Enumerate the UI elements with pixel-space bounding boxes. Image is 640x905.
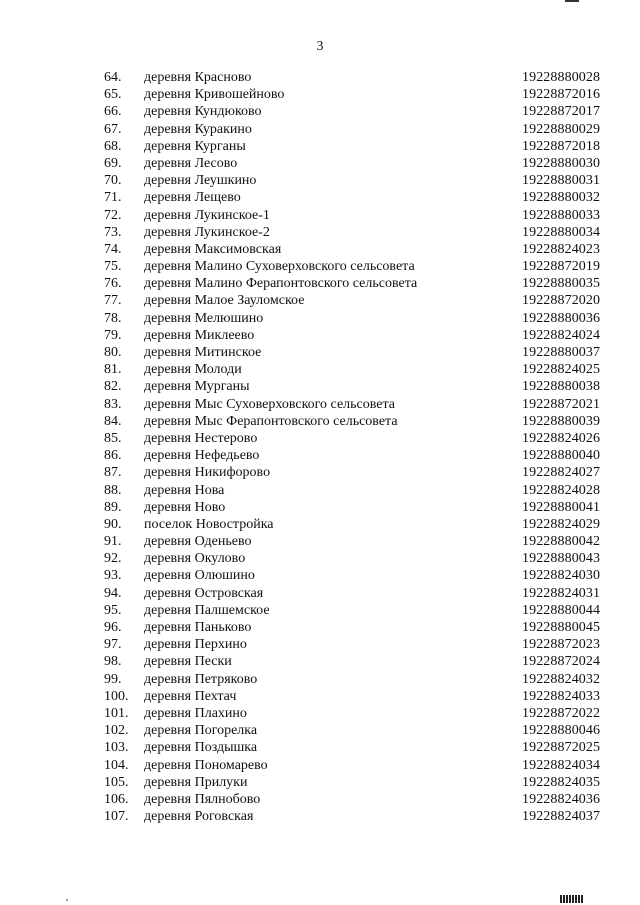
settlement-name: деревня Митинское [144, 345, 262, 360]
oktmo-code: 19228872020 [522, 293, 601, 309]
item-number: 70. [104, 173, 122, 189]
settlement-name: деревня Малое Зауломское [144, 293, 305, 309]
item-number: 76. [104, 276, 122, 292]
settlement-name: деревня Мыс Суховерховского сельсовета [144, 396, 395, 412]
item-number: 107. [104, 809, 129, 825]
item-number: 103. [104, 740, 129, 756]
oktmo-code: 19228872024 [522, 654, 601, 670]
item-number: 80. [104, 345, 122, 360]
list-item [0, 396, 640, 413]
scan-dot [66, 899, 68, 901]
settlement-name: деревня Курганы [144, 138, 246, 154]
item-number: 90. [104, 516, 122, 532]
oktmo-code: 19228824028 [522, 482, 601, 498]
list-item [0, 791, 640, 808]
oktmo-code: 19228880042 [522, 534, 601, 550]
settlement-name: деревня Палшемское [144, 602, 270, 618]
item-number: 104. [104, 757, 129, 773]
oktmo-code: 19228880033 [522, 207, 601, 223]
settlement-name: деревня Мурганы [144, 379, 250, 395]
list-item [0, 430, 640, 447]
item-number: 75. [104, 259, 122, 275]
list-item [0, 327, 640, 344]
list-item [0, 482, 640, 499]
settlement-name: деревня Пономарево [144, 757, 268, 773]
settlement-name: деревня Малино Суховерховского сельсовета [144, 259, 415, 275]
list-item [0, 378, 640, 395]
oktmo-code: 19228872019 [522, 259, 601, 275]
item-number: 66. [104, 104, 122, 120]
settlement-name: деревня Петряково [144, 671, 258, 687]
item-number: 74. [104, 241, 122, 257]
settlement-name: деревня Леушкино [144, 173, 257, 189]
item-number: 83. [104, 396, 122, 412]
oktmo-code: 19228824029 [522, 516, 601, 532]
list-item [0, 533, 640, 550]
list-item [0, 602, 640, 619]
list-item [0, 292, 640, 309]
oktmo-code: 19228824036 [522, 791, 601, 807]
oktmo-code: 19228872023 [522, 637, 601, 653]
oktmo-code: 19228872025 [522, 740, 601, 756]
list-item [0, 361, 640, 378]
oktmo-code: 19228824026 [522, 430, 601, 446]
list-item [0, 207, 640, 224]
item-number: 93. [104, 568, 122, 584]
oktmo-code: 19228872017 [522, 104, 601, 120]
settlement-name: деревня Красново [144, 70, 252, 85]
oktmo-code: 19228880034 [522, 224, 601, 240]
oktmo-code: 19228880028 [522, 70, 601, 85]
item-number: 102. [104, 723, 129, 739]
oktmo-code: 19228880040 [522, 448, 601, 464]
settlement-name: деревня Островская [144, 585, 264, 601]
item-number: 87. [104, 465, 122, 481]
list-item [0, 739, 640, 756]
settlement-name: деревня Олюшино [144, 568, 255, 584]
item-number: 97. [104, 637, 122, 653]
list-item [0, 69, 640, 86]
list-item [0, 172, 640, 189]
oktmo-code: 19228880029 [522, 121, 601, 137]
oktmo-code: 19228824025 [522, 362, 601, 378]
list-item [0, 636, 640, 653]
oktmo-code: 19228880037 [522, 345, 601, 360]
item-number: 69. [104, 155, 122, 171]
settlement-name: деревня Лесово [144, 155, 238, 171]
settlement-name: деревня Пески [144, 654, 232, 670]
settlement-name: деревня Кундюково [144, 104, 262, 120]
list-item [0, 705, 640, 722]
oktmo-code: 19228824024 [522, 327, 601, 343]
oktmo-code: 19228824033 [522, 688, 601, 704]
item-number: 72. [104, 207, 122, 223]
settlement-name: деревня Миклеево [144, 327, 255, 343]
settlement-name: деревня Максимовская [144, 241, 282, 257]
oktmo-code: 19228824032 [522, 671, 601, 687]
list-item [0, 464, 640, 481]
oktmo-code: 19228872021 [522, 396, 601, 412]
oktmo-code: 19228880038 [522, 379, 601, 395]
settlement-name: деревня Пехтач [144, 688, 237, 704]
list-item [0, 344, 640, 361]
item-number: 94. [104, 585, 122, 601]
list-item [0, 121, 640, 138]
oktmo-code: 19228880031 [522, 173, 601, 189]
oktmo-code: 19228872022 [522, 705, 601, 721]
item-number: 106. [104, 791, 129, 807]
settlement-name: деревня Погорелка [144, 723, 258, 739]
list-item [0, 224, 640, 241]
page-number: 3 [316, 39, 324, 54]
oktmo-code: 19228880039 [522, 413, 601, 429]
oktmo-code: 19228824035 [522, 774, 601, 790]
oktmo-code: 19228824031 [522, 585, 601, 601]
settlement-name: деревня Нефедьево [144, 448, 260, 464]
oktmo-code: 19228824023 [522, 241, 601, 257]
settlement-name: деревня Поздышка [144, 740, 258, 756]
settlement-name: деревня Нова [144, 482, 225, 498]
settlement-name: деревня Никифорово [144, 465, 271, 481]
list-item [0, 155, 640, 172]
item-number: 101. [104, 705, 129, 721]
settlement-name: деревня Паньково [144, 620, 252, 635]
settlement-name: деревня Пялнобово [144, 791, 261, 807]
item-number: 89. [104, 499, 122, 515]
list-item [0, 310, 640, 327]
item-number: 64. [104, 70, 122, 85]
item-number: 96. [104, 620, 122, 635]
item-number: 81. [104, 362, 122, 378]
oktmo-code: 19228880032 [522, 190, 601, 206]
settlement-name: деревня Перхино [144, 637, 247, 653]
list-item [0, 189, 640, 206]
item-number: 78. [104, 310, 122, 326]
item-number: 65. [104, 87, 122, 103]
oktmo-code: 19228880030 [522, 155, 601, 171]
list-item [0, 567, 640, 584]
oktmo-code: 19228824030 [522, 568, 601, 584]
settlement-name: деревня Лещево [144, 190, 241, 206]
settlement-name: деревня Прилуки [144, 774, 248, 790]
list-item [0, 671, 640, 688]
item-number: 100. [104, 688, 129, 704]
settlement-name: деревня Малино Ферапонтовского сельсовета [144, 276, 418, 292]
oktmo-code: 19228880041 [522, 499, 601, 515]
item-number: 85. [104, 430, 122, 446]
oktmo-code: 19228872018 [522, 138, 601, 154]
list-item [0, 722, 640, 739]
item-number: 77. [104, 293, 122, 309]
settlement-name: деревня Роговская [144, 809, 254, 825]
item-number: 67. [104, 121, 122, 137]
item-number: 91. [104, 534, 122, 550]
oktmo-code: 19228824027 [522, 465, 601, 481]
oktmo-code: 19228824037 [522, 809, 601, 825]
settlement-name: деревня Ново [144, 499, 226, 515]
item-number: 82. [104, 379, 122, 395]
oktmo-code: 19228880044 [522, 602, 601, 618]
item-number: 79. [104, 327, 122, 343]
settlement-name: деревня Лукинское-2 [144, 224, 270, 240]
list-item [0, 275, 640, 292]
corner-mark [565, 0, 579, 2]
list-item [0, 413, 640, 430]
oktmo-code: 19228880043 [522, 551, 601, 567]
item-number: 92. [104, 551, 122, 567]
settlement-name: деревня Молоди [144, 362, 242, 378]
settlement-name: деревня Мыс Ферапонтовского сельсовета [144, 413, 398, 429]
oktmo-code: 19228880035 [522, 276, 601, 292]
list-item [0, 619, 640, 636]
settlements-list [0, 69, 640, 825]
oktmo-code: 19228824034 [522, 757, 601, 773]
settlement-name: деревня Окулово [144, 551, 246, 567]
list-item [0, 103, 640, 120]
item-number: 73. [104, 224, 122, 240]
list-item [0, 757, 640, 774]
item-number: 71. [104, 190, 122, 206]
scan-mark [560, 895, 584, 903]
oktmo-code: 19228872016 [522, 87, 601, 103]
list-item [0, 688, 640, 705]
item-number: 95. [104, 602, 122, 618]
list-item [0, 138, 640, 155]
list-item [0, 653, 640, 670]
settlement-name: деревня Кривошейново [144, 87, 285, 103]
list-item [0, 550, 640, 567]
settlement-name: деревня Мелюшино [144, 310, 264, 326]
oktmo-code: 19228880036 [522, 310, 601, 326]
list-item [0, 808, 640, 825]
list-item [0, 241, 640, 258]
item-number: 86. [104, 448, 122, 464]
list-item [0, 585, 640, 602]
item-number: 68. [104, 138, 122, 154]
list-item [0, 516, 640, 533]
item-number: 105. [104, 774, 129, 790]
settlement-name: деревня Плахино [144, 705, 247, 721]
settlement-name: деревня Нестерово [144, 430, 258, 446]
item-number: 84. [104, 413, 122, 429]
item-number: 88. [104, 482, 122, 498]
list-item [0, 499, 640, 516]
oktmo-code: 19228880046 [522, 723, 601, 739]
settlement-name: деревня Лукинское-1 [144, 207, 270, 223]
item-number: 99. [104, 671, 122, 687]
item-number: 98. [104, 654, 122, 670]
oktmo-code: 19228880045 [522, 620, 601, 635]
list-item [0, 774, 640, 791]
settlement-name: деревня Оденьево [144, 534, 252, 550]
list-item [0, 86, 640, 103]
settlement-name: деревня Куракино [144, 121, 252, 137]
list-item [0, 447, 640, 464]
settlement-name: поселок Новостройка [144, 516, 274, 532]
list-item [0, 258, 640, 275]
